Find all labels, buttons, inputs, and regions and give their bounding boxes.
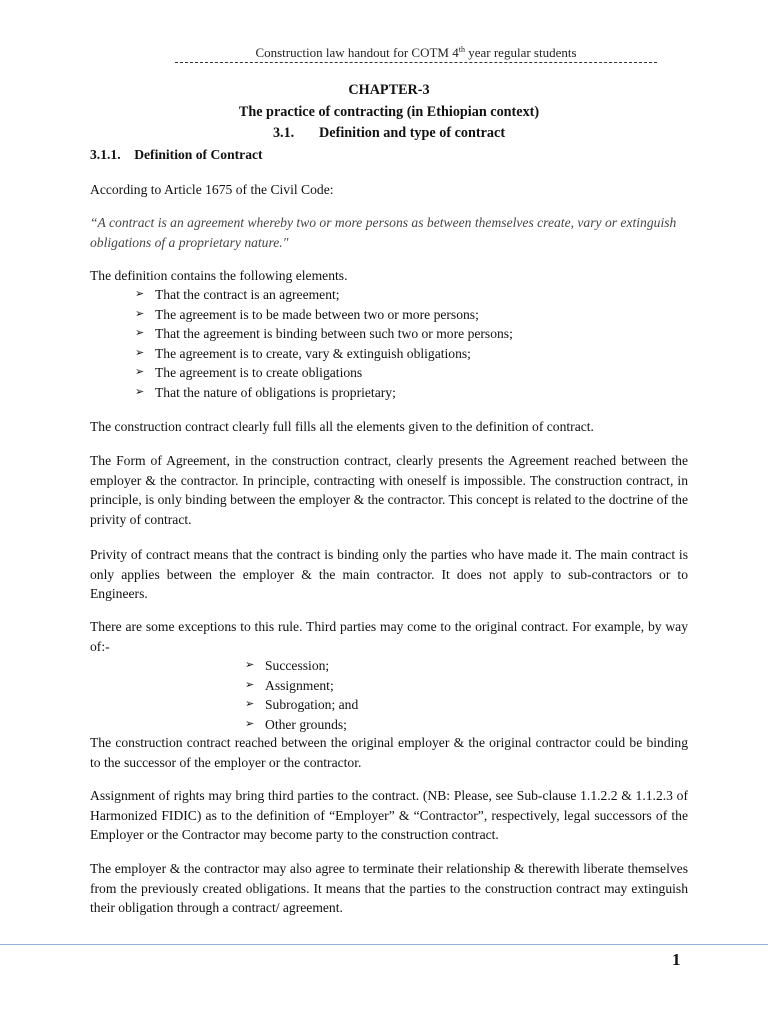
definition-quote: “A contract is an agreement whereby two or more persons as between themselves create, vary or extinguish obligations of a proprietary nature.″	[90, 215, 677, 250]
arrowhead-bullet-icon: ➢	[245, 698, 255, 710]
exception-item-text: Subrogation; and	[265, 697, 359, 712]
exceptions-bullets	[245, 656, 645, 734]
element-item	[135, 363, 695, 383]
paragraph-3: Privity of contract means that the contract is binding only the parties who have made it. The main contract is only applies between the employer & the main contractor. It does not apply to sub-contractors or to Engineers.	[90, 547, 688, 601]
paragraph-1: The construction contract clearly full fills all the elements given to the definition of contract.	[90, 419, 594, 434]
element-item	[135, 383, 695, 403]
exception-item	[245, 695, 645, 715]
exception-item	[245, 715, 645, 735]
header-text-pre: Construction law handout for COTM 4	[255, 45, 459, 60]
element-item-text: That the contract is an agreement;	[155, 287, 340, 302]
section-title: Definition and type of contract	[319, 125, 506, 141]
paragraph-4: There are some exceptions to this rule. Third parties may come to the original contract. For example, by way of:-	[90, 619, 688, 654]
arrowhead-bullet-icon: ➢	[135, 307, 145, 320]
elements-bullets	[135, 285, 695, 402]
element-item-text: That the nature of obligations is proprietary;	[155, 384, 396, 400]
intro-text: According to Article 1675 of the Civil Code:	[90, 182, 334, 197]
arrowhead-bullet-icon: ➢	[245, 659, 255, 671]
element-item-text: The agreement is to be made between two or more persons;	[155, 306, 479, 322]
element-item	[135, 285, 695, 305]
paragraph-5: The construction contract reached between the original employer & the original contractor could be binding to the successor of the employer or the contractor.	[90, 735, 688, 770]
arrowhead-bullet-icon: ➢	[135, 327, 145, 339]
exception-item-text: Assignment;	[265, 677, 334, 693]
exception-item	[245, 656, 645, 676]
section-number: 3.1.	[272, 125, 295, 141]
section-heading	[90, 125, 688, 142]
arrowhead-bullet-icon: ➢	[245, 678, 255, 691]
arrowhead-bullet-icon: ➢	[135, 346, 145, 359]
paragraph-2: The Form of Agreement, in the construction contract, clearly presents the Agreement reached between the employer & the contractor. In principle, contracting with oneself is impossible. The construction contract, in principle, is only binding between the employer & the contractor. This concept is related to the doctrine of the privity of contract.	[90, 453, 688, 527]
exceptions-list	[245, 656, 645, 734]
subsection-heading	[90, 145, 688, 165]
page-number: 1	[672, 950, 681, 969]
paragraph-7: The employer & the contractor may also agree to terminate their relationship & therewith liberate themselves from the previously created obligations. It means that the parties to the construction contract may extinguish their obligation through a contract/ agreement.	[90, 861, 688, 915]
chapter-title: The practice of contracting (in Ethiopian context)	[238, 104, 540, 120]
arrowhead-bullet-icon: ➢	[135, 385, 145, 398]
element-item-text: The agreement is to create, vary & extinguish obligations;	[155, 345, 471, 361]
running-header	[175, 45, 657, 63]
elements-intro: The definition contains the following elements.	[90, 268, 348, 283]
exception-item-text: Succession;	[265, 658, 330, 673]
element-item-text: The agreement is to create obligations	[155, 365, 363, 380]
element-item	[135, 305, 695, 325]
paragraph-6: Assignment of rights may bring third parties to the contract. (NB: Please, see Sub-clause 1.1.2.2 & 1.1.2.3 of Harmonized FIDIC) as to the definition of “Employer” & “Contractor”, respectively, legal successors of the Employer or the Contractor may become party to the construction contract.	[90, 788, 688, 842]
arrowhead-bullet-icon: ➢	[245, 717, 255, 730]
subsection-title: Definition of Contract	[134, 147, 263, 162]
exception-item	[245, 676, 645, 696]
header-text-post: year regular students	[464, 45, 577, 60]
elements-list	[135, 285, 695, 402]
header-text-sup: th	[458, 45, 465, 54]
element-item-text: That the agreement is binding between such two or more persons;	[155, 326, 513, 341]
arrowhead-bullet-icon: ➢	[135, 288, 145, 300]
subsection-number: 3.1.1.	[90, 147, 121, 162]
element-item	[135, 344, 695, 364]
chapter-label: CHAPTER-3	[348, 82, 430, 98]
footer-rule	[0, 944, 768, 945]
arrowhead-bullet-icon: ➢	[135, 366, 145, 378]
header-dashed-rule	[175, 62, 657, 63]
exception-item-text: Other grounds;	[265, 716, 347, 732]
element-item	[135, 324, 695, 344]
